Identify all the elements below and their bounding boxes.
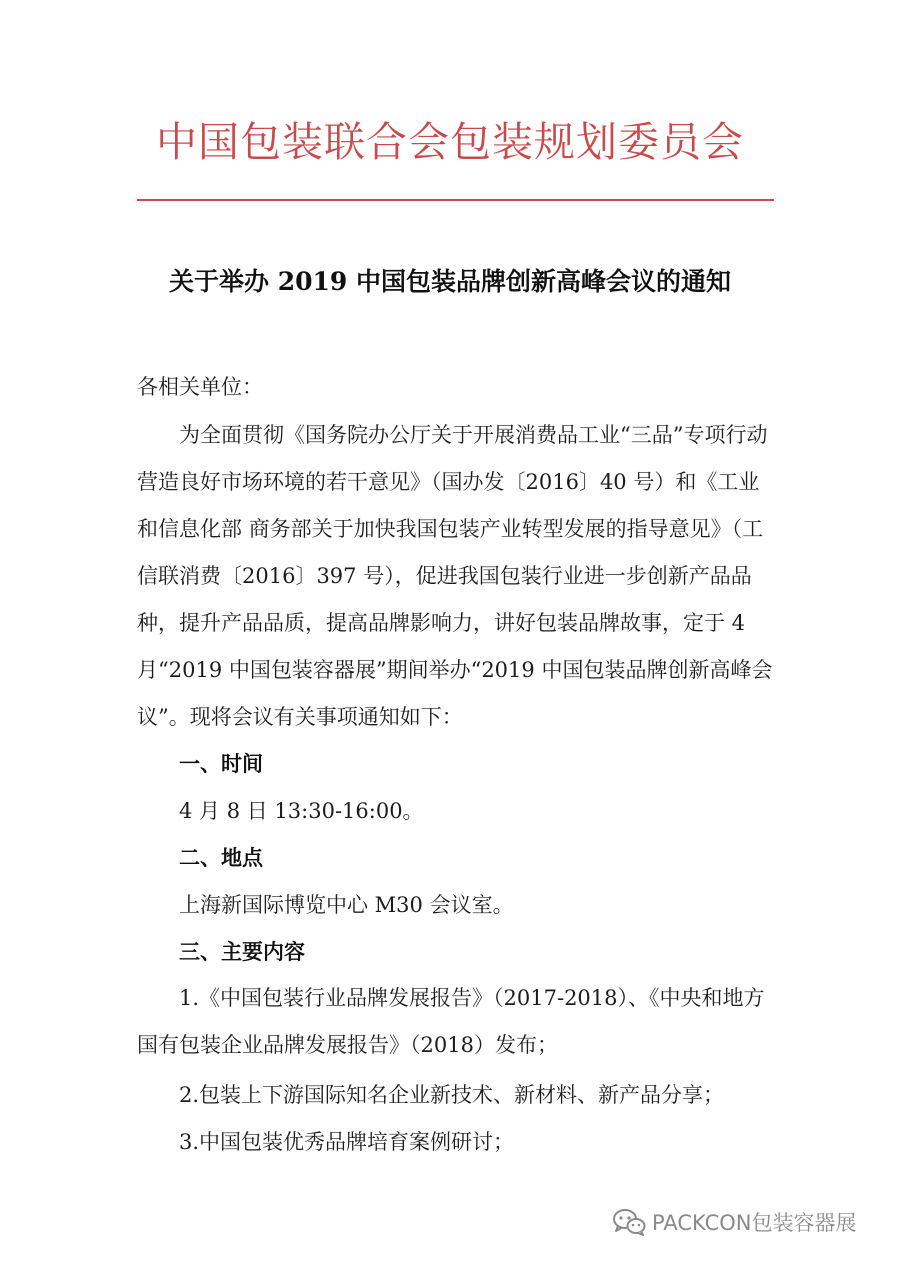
salutation: 各相关单位： xyxy=(137,375,263,399)
content-item-3: 3.中国包装优秀品牌培育案例研讨； xyxy=(179,1130,515,1154)
watermark xyxy=(612,1207,857,1237)
time-value: 4 月 8 日 13:30-16:00。 xyxy=(179,799,424,823)
letterhead-divider xyxy=(137,199,774,201)
watermark-text: PACKCON包装容器展 xyxy=(652,1211,857,1235)
letterhead: 中国包装联合会包装规划委员会 xyxy=(156,118,744,166)
section-heading-content: 三、主要内容 xyxy=(179,940,305,964)
wechat-icon xyxy=(612,1208,646,1236)
document-title: 关于举办 2019 中国包装品牌创新高峰会议的通知 xyxy=(169,267,731,296)
section-heading-time: 一、时间 xyxy=(179,752,263,776)
content-item-2: 2.包装上下游国际知名企业新技术、新材料、新产品分享； xyxy=(179,1083,725,1107)
section-heading-place: 二、地点 xyxy=(179,846,263,870)
place-value: 上海新国际博览中心 M30 会议室。 xyxy=(179,893,514,917)
intro-paragraph: 为全面贯彻《国务院办公厅关于开展消费品工业“三品”专项行动营造良好市场环境的若干意见》（国办发〔2016〕40 号）和《工业和信息化部 商务部关于加快我国包装产业转型发展的指导意见》（工信联消费〔2016〕397 号），促进我国包装行业进一步创新产品品种，提升产品品质，提高品牌影响力，讲好包装品牌故事，定于 4 月“2019 中国包装容器展”期间举办“2019 中国包装品牌创新高峰会议”。现将会议有关事项通知如下： xyxy=(137,423,773,729)
content-item-1: 1.《中国包装行业品牌发展报告》（2017-2018）、《中央和地方国有包装企业品牌发展报告》（2018）发布； xyxy=(137,986,765,1057)
